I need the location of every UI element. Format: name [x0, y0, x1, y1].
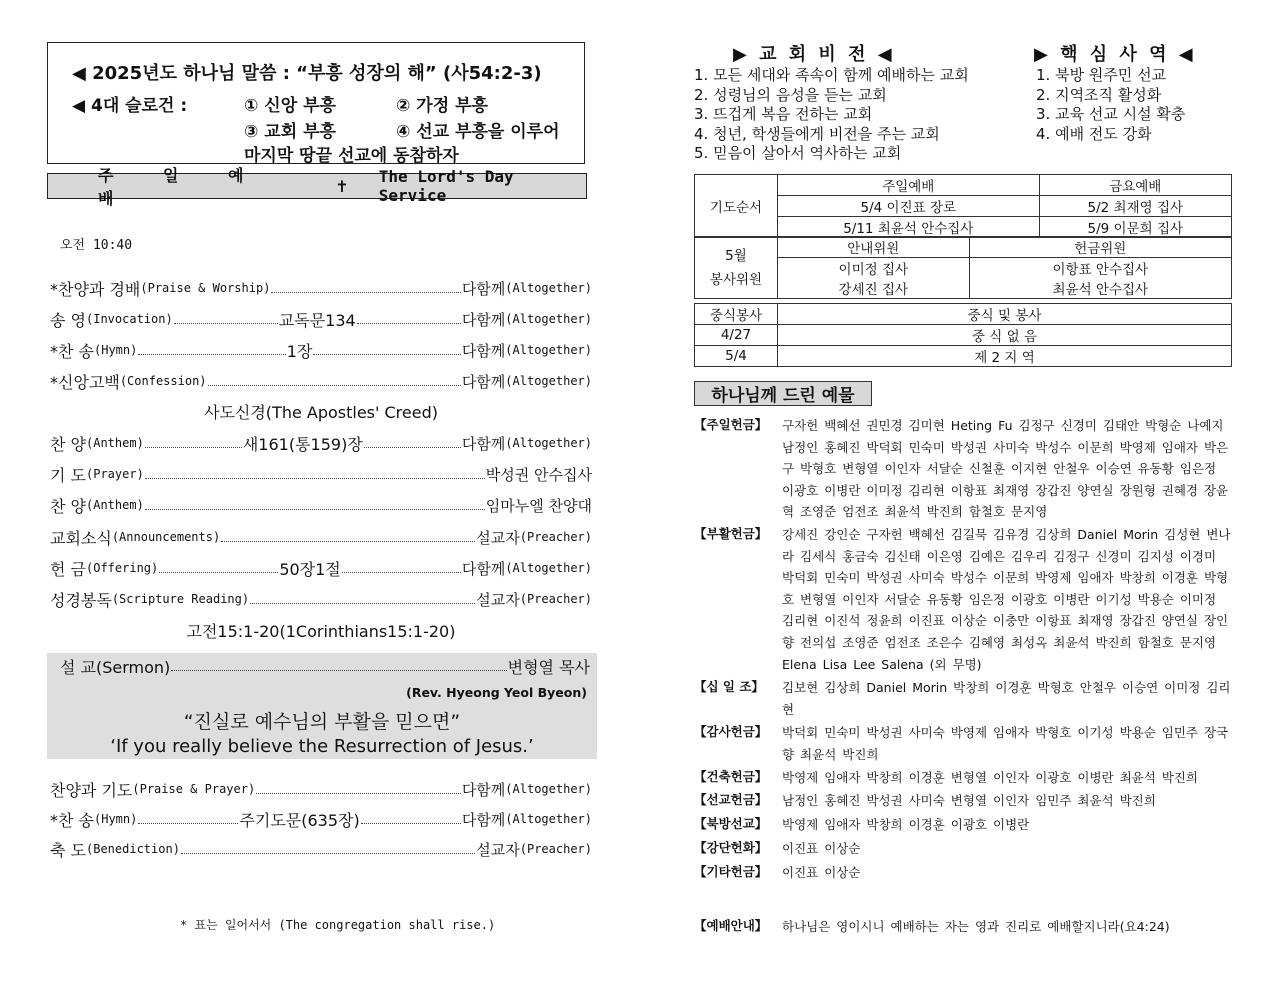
order-item-leader-en: (Altogether) — [505, 374, 592, 388]
order-item-en: (Praise & Worship) — [140, 281, 271, 295]
worship-guide — [694, 916, 1234, 938]
order-item-leader: 박성권 안수집사 — [485, 465, 592, 484]
order-item-leader: 다함께 — [461, 780, 506, 799]
order-item-name: *찬 송 — [50, 341, 94, 361]
slogan-label: ◀ 4대 슬로건 : — [72, 96, 188, 116]
offering-names: 이진표 이상순 — [782, 841, 861, 856]
table-cell: 4/27 — [695, 325, 778, 346]
worship-guide-label: 【예배안내】 — [694, 918, 768, 933]
order-row — [50, 463, 592, 485]
offering-names: 박덕회 민숙미 박성권 사미숙 박영제 임애자 박형호 이기성 박용순 임민주 장국향 최윤석 박진희 — [782, 725, 1229, 762]
table-cell: 5/2 최재영 집사 — [1039, 196, 1231, 217]
offering-group — [694, 862, 1234, 884]
core-item: 2. 지역조직 활성화 — [1036, 85, 1162, 104]
vision-item: 4. 청년, 학생들에게 비전을 주는 교회 — [694, 124, 940, 143]
order-item-name: 찬양과 기도 — [50, 780, 133, 800]
table-header: 금요예배 — [1039, 175, 1231, 196]
offering-label: 【감사헌금】 — [694, 724, 768, 739]
sermon-preacher-en: (Rev. Hyeong Yeol Byeon) — [406, 685, 587, 700]
vision-item: 5. 믿음이 살아서 역사하는 교회 — [694, 144, 902, 162]
service-time: 오전 10:40 — [60, 238, 133, 253]
table-header: 주일예배 — [778, 175, 1040, 196]
order-row — [50, 494, 592, 516]
leader-dots — [171, 661, 506, 671]
table-cell: 5/4 이진표 장로 — [778, 196, 1040, 217]
order-row — [50, 778, 592, 800]
offering-group — [694, 415, 1234, 523]
offering-group — [694, 790, 1234, 812]
offering-label: 【십 일 조】 — [694, 679, 764, 694]
offering-group — [694, 722, 1234, 765]
offering-label: 【강단헌화】 — [694, 840, 768, 855]
leader-dots — [342, 563, 461, 573]
leader-dots — [271, 283, 460, 293]
standing-note: * 표는 일어서서 (The congregation shall rise.) — [180, 918, 496, 932]
order-item-detail: 교독문134 — [278, 310, 356, 330]
prayer-order-label: 기도순서 — [695, 175, 778, 238]
slogan-3: ③ 교회 부흥 — [244, 122, 336, 142]
table-cell: 5/9 이문희 집사 — [1039, 217, 1231, 238]
order-item-detail: 새161(통159)장 — [242, 434, 363, 454]
order-item-en: (Anthem) — [86, 436, 144, 450]
worship-guide-text: 하나님은 영이시니 예배하는 자는 영과 진리로 예배할지니라(요4:24) — [782, 919, 1170, 934]
order-item-name: 교회소식 — [50, 528, 112, 548]
table-header: 안내위원 — [778, 237, 970, 258]
order-item-leader-en: (Preacher) — [519, 842, 592, 856]
order-item-leader-en: (Preacher) — [519, 592, 592, 606]
order-item-leader-en: (Altogether) — [505, 561, 593, 575]
order-item-leader: 설교자 — [476, 840, 520, 859]
creed: 사도신경(The Apostles' Creed) — [203, 403, 438, 422]
sermon-label: 설 교(Sermon) — [60, 657, 171, 677]
table-header: 헌금위원 — [969, 237, 1231, 258]
core-item: 1. 북방 원주민 선교 — [1036, 66, 1167, 84]
offering-label: 【북방선교】 — [694, 816, 768, 831]
table-header: 중식 및 봉사 — [778, 304, 1232, 325]
order-row — [50, 526, 592, 548]
vision-item: 3. 뜨겁게 복음 전하는 교회 — [694, 105, 873, 123]
order-item-leader: 임마누엘 찬양대 — [485, 496, 592, 515]
meal-table — [694, 303, 1232, 367]
order-item-leader: 다함께 — [461, 810, 506, 829]
order-item-detail: 1장 — [286, 341, 313, 361]
core-item: 4. 예배 전도 강화 — [1036, 124, 1152, 143]
service-title-en: The Lord's Day Service — [378, 167, 514, 205]
order-item-name: 찬 양 — [50, 496, 86, 516]
leader-dots — [364, 438, 461, 448]
order-row — [50, 308, 592, 330]
leader-dots — [145, 438, 242, 448]
order-item-en: (Announcements) — [111, 530, 221, 544]
order-item-en: (Praise & Prayer) — [132, 782, 256, 796]
offering-group — [694, 767, 1234, 789]
cross-icon: ✝ — [335, 176, 349, 196]
order-row — [50, 277, 592, 299]
order-item-name: 찬 양 — [50, 434, 86, 454]
leader-dots — [208, 376, 461, 386]
offering-label: 【부활헌금】 — [694, 526, 768, 541]
order-item-name: 기 도 — [50, 465, 86, 485]
offering-names: 이진표 이상순 — [782, 865, 861, 880]
leader-dots — [361, 814, 461, 824]
order-item-leader-en: (Preacher) — [519, 530, 592, 544]
theme-box — [47, 42, 585, 164]
offering-names: 강세진 강인순 구자헌 백혜선 김길묵 김유경 김상희 Daniel Morin 김성현 변나라 김세식 홍금숙 김신태 이은영 김예은 김우리 김정구 신경미 김지성 이경미 박덕회 민숙미 박성권 사미숙 박성수 이문희 박영제 임애자 박창희 이경훈 박형호 변형열 이인자 서달순 유동황 임은정 이광호 이병란 이기성 박용순 이미정 김리현 이진석 정윤희 이진표 이상순 이충만 이항표 최재영 장갑진 양연실 장인향 전의섭 조영준 엄전조 조은수 김혜영 최성옥 최윤석 박진희 함철호 문지영 Elena Lisa Lee Salena (외 무명) — [782, 527, 1231, 672]
offering-label: 【건축헌금】 — [694, 769, 768, 784]
leader-dots — [256, 784, 461, 794]
leader-dots — [250, 594, 475, 604]
order-row — [50, 808, 592, 830]
order-item-en: (Confession) — [119, 374, 207, 388]
order-item-leader-en: (Altogether) — [505, 281, 592, 295]
leader-dots — [159, 563, 278, 573]
table-cell: 5/11 최윤석 안수집사 — [778, 217, 1040, 238]
order-row — [50, 370, 592, 392]
offerings-title: 하나님께 드린 예물 — [694, 381, 872, 406]
order-row — [50, 588, 592, 610]
table-cell: 제 2 지 역 — [778, 346, 1232, 367]
leader-dots — [138, 814, 238, 824]
table-cell: 이항표 안수집사 — [969, 258, 1231, 279]
month-label: 5월 — [725, 247, 747, 264]
slogan-1: ① 신앙 부흥 — [244, 96, 336, 116]
order-item-leader: 다함께 — [461, 434, 506, 453]
volunteer-caption: 봉사위원 — [709, 271, 763, 288]
order-item-leader-en: (Altogether) — [505, 312, 592, 326]
core-list — [1036, 66, 1185, 144]
order-item-leader-en: (Altogether) — [505, 812, 593, 826]
core-heading: ▶ 핵 심 사 역 ◀ — [1034, 44, 1196, 65]
order-item-en: (Scripture Reading) — [111, 592, 250, 606]
order-item-leader-en: (Altogether) — [505, 436, 593, 450]
vision-list — [694, 66, 969, 164]
core-item: 3. 교육 선교 시설 확충 — [1036, 105, 1186, 123]
order-item-name: 송 영 — [50, 310, 86, 330]
order-item-leader-en: (Altogether) — [505, 782, 592, 796]
table-cell: 이미정 집사 — [778, 258, 970, 279]
scripture-ref: 고전15:1-20(1Corinthians15:1-20) — [186, 622, 456, 641]
leader-dots — [357, 314, 461, 324]
leader-dots — [138, 345, 285, 355]
order-item-en: (Benediction) — [86, 842, 180, 856]
slogan-4: ④ 선교 부흥을 이루어 — [396, 122, 560, 142]
table-cell: 강세진 집사 — [778, 278, 970, 299]
offering-names: 구자헌 백혜선 권민경 김미현 Heting Fu 김정구 신경미 김태안 박형순 나예지 남정인 홍혜진 박덕회 민숙미 박성권 사미숙 박성수 이문희 박영제 임애자 박은구 박형호 변형열 이인자 서달순 신철훈 이지현 안철우 이승연 유동황 임은정 이광호 이병란 이미정 김리현 이항표 최재영 장갑진 양연실 장원형 권혜경 장윤혁 조영준 엄전조 최윤석 박진희 함철호 문지영 — [782, 418, 1229, 520]
order-item-en: (Prayer) — [86, 467, 144, 481]
slogan-tail: 마지막 땅끝 선교에 동참하자 — [244, 146, 459, 166]
service-title-bar — [47, 166, 587, 208]
vision-item: 1. 모든 세대와 족속이 함께 예배하는 교회 — [694, 66, 969, 84]
theme-line: ◀ 2025년도 하나님 말씀 : “부흥 성장의 해” (사54:2-3) — [72, 63, 542, 84]
leader-dots — [174, 314, 278, 324]
vision-item: 2. 성령님의 음성을 듣는 교회 — [694, 85, 887, 104]
offering-label: 【선교헌금】 — [694, 792, 768, 807]
sermon-box — [47, 653, 597, 759]
order-item-name: *찬 송 — [50, 810, 94, 830]
table-cell: 5/4 — [695, 346, 778, 367]
offering-label: 【기타헌금】 — [694, 864, 768, 879]
order-item-leader: 설교자 — [476, 528, 520, 547]
sermon-title-ko: “진실로 예수님의 부활을 믿으면” — [183, 711, 461, 733]
order-item-name: *찬양과 경배 — [50, 279, 141, 299]
leader-dots — [221, 532, 475, 542]
order-row — [50, 838, 592, 860]
sermon-row — [60, 655, 590, 677]
service-title-ko: 주 일 예 배 — [98, 166, 266, 208]
order-row — [50, 339, 592, 361]
order-item-en: (Offering) — [86, 561, 159, 575]
order-item-detail: 주기도문(635장) — [239, 810, 360, 830]
offering-names: 남정인 홍혜진 박성권 사미숙 변형열 이인자 임민주 최윤석 박진희 — [782, 793, 1156, 808]
order-item-en: (Hymn) — [94, 343, 138, 357]
offering-names: 김보현 김상희 Daniel Morin 박창희 이경훈 박형호 안철우 이승연 이미정 김리현 — [782, 680, 1231, 717]
order-item-name: 헌 금 — [50, 559, 86, 579]
slogan-2: ② 가정 부흥 — [396, 96, 488, 116]
order-item-name: *신앙고백 — [50, 372, 120, 392]
order-item-detail: 50장1절 — [279, 559, 341, 579]
table-header: 중식봉사 — [695, 304, 778, 325]
offering-group — [694, 524, 1234, 675]
leader-dots — [145, 469, 485, 479]
leader-dots — [313, 345, 460, 355]
offering-group — [694, 814, 1234, 836]
sermon-preacher: 변형열 목사 — [507, 657, 590, 677]
offering-names: 박영제 임애자 박창희 이경훈 이광호 이병란 — [782, 817, 1030, 832]
offering-group — [694, 838, 1234, 860]
sermon-title-en: ‘If you really believe the Resurrection of Jesus.’ — [110, 736, 534, 757]
order-item-leader-en: (Altogether) — [505, 343, 592, 357]
offering-group — [694, 677, 1234, 720]
order-item-en: (Hymn) — [94, 812, 138, 826]
table-cell: 중 식 없 음 — [778, 325, 1232, 346]
offering-label: 【주일헌금】 — [694, 417, 768, 432]
prayer-order-table — [694, 174, 1232, 238]
order-item-leader: 다함께 — [461, 372, 506, 391]
leader-dots — [181, 844, 475, 854]
order-item-leader: 설교자 — [476, 590, 520, 609]
offering-names: 박영제 임애자 박창희 이경훈 변형열 이인자 이광호 이병란 최윤석 박진희 — [782, 770, 1199, 785]
order-item-leader: 다함께 — [461, 559, 506, 578]
order-item-name: 성경봉독 — [50, 590, 112, 610]
order-row — [50, 432, 592, 454]
order-item-en: (Anthem) — [86, 498, 144, 512]
order-item-leader: 다함께 — [461, 310, 506, 329]
order-item-en: (Invocation) — [86, 312, 173, 326]
order-item-leader: 다함께 — [461, 279, 506, 298]
volunteer-label — [695, 237, 778, 299]
table-cell: 최윤석 안수집사 — [969, 278, 1231, 299]
order-item-leader: 다함께 — [461, 341, 506, 360]
order-row — [50, 557, 592, 579]
vision-heading: ▶ 교 회 비 전 ◀ — [733, 44, 895, 65]
order-item-name: 축 도 — [50, 840, 86, 860]
volunteer-table — [694, 236, 1232, 299]
leader-dots — [145, 500, 485, 510]
